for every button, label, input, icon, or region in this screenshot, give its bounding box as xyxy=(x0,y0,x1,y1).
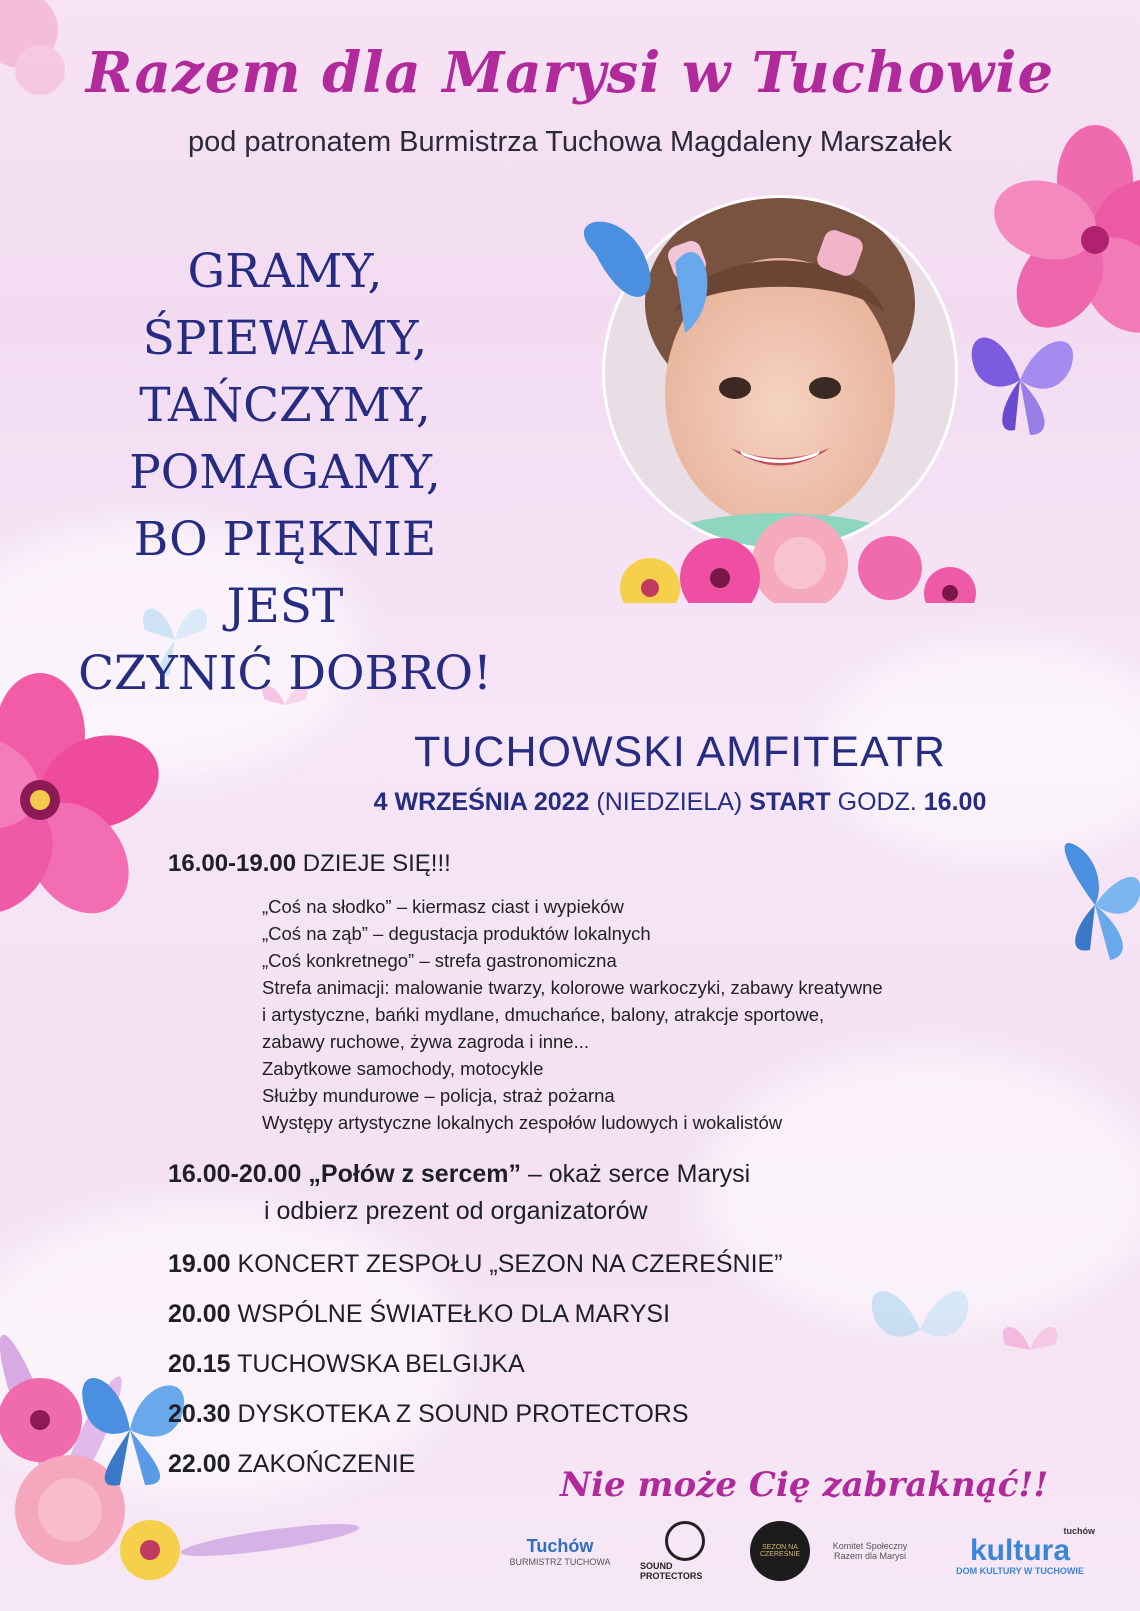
logo-sezon xyxy=(748,1520,812,1582)
logo-komitet-line2: Razem dla Marysi xyxy=(833,1551,907,1561)
slogan-line: ŚPIEWAMY, xyxy=(142,311,428,366)
logo-kultura-text: kultura xyxy=(969,1534,1071,1567)
slogan-line: POMAGAMY, xyxy=(129,445,441,500)
slogan-line: BO PIĘKNIE xyxy=(133,512,437,567)
schedule-label: DYSKOTEKA Z SOUND PROTECTORS xyxy=(237,1400,689,1428)
schedule-item xyxy=(168,1300,670,1329)
slogan-line: TAŃCZYMY, xyxy=(139,378,431,433)
schedule-label: – okaż serce Marysi xyxy=(520,1160,751,1188)
flower-wreath xyxy=(620,515,976,603)
program-details xyxy=(262,893,883,1136)
slogan-line: GRAMY, xyxy=(187,244,383,299)
logo-kultura xyxy=(945,1520,1095,1582)
event-start-time: 16.00 xyxy=(923,788,987,816)
logo-komitet xyxy=(825,1520,915,1582)
detail-line: „Coś na ząb” – degustacja produktów lokalnych xyxy=(262,923,651,944)
logo-tuchow-sub: BURMISTRZ TUCHOWA xyxy=(509,1556,611,1567)
schedule-label: TUCHOWSKA BELGIJKA xyxy=(237,1350,525,1378)
program-time: 16.00-19.00 xyxy=(168,850,297,877)
schedule-time: 20.00 xyxy=(168,1300,231,1328)
detail-line: Strefa animacji: malowanie twarzy, kolorowe warkoczyki, zabawy kreatywne xyxy=(262,977,883,998)
slogan-line: JEST xyxy=(226,579,344,634)
event-venue: TUCHOWSKI AMFITEATR xyxy=(414,728,946,776)
schedule-time: 20.30 xyxy=(168,1400,231,1428)
logo-tuchow xyxy=(505,1520,615,1582)
logo-sound-text: SOUND PROTECTORS xyxy=(640,1561,703,1581)
event-time-label: GODZ. xyxy=(837,788,917,816)
schedule-item xyxy=(168,1350,525,1379)
schedule-label: WSPÓLNE ŚWIATEŁKO DLA MARYSI xyxy=(237,1300,671,1328)
schedule-label: ZAKOŃCZENIE xyxy=(237,1450,416,1478)
program-label: DZIEJE SIĘ!!! xyxy=(302,850,451,877)
detail-line: „Coś na słodko” – kiermasz ciast i wypieków xyxy=(262,896,624,917)
logo-kultura-top: tuchów xyxy=(1063,1526,1095,1536)
event-day: (NIEDZIELA) xyxy=(596,788,743,816)
schedule-polow-line2: i odbierz prezent od organizatorów xyxy=(264,1197,648,1225)
butterfly-purple-icon xyxy=(960,310,1090,450)
butterfly-right xyxy=(1065,843,1140,960)
logo-tuchow-text: Tuchów xyxy=(526,1535,594,1556)
logo-sezon-text: SEZON NA CZEREŚNIE xyxy=(759,1544,801,1558)
schedule-title: „Połów z sercem” xyxy=(308,1160,521,1188)
butterfly-faint-right xyxy=(872,1291,969,1336)
slogan-line: CZYNIĆ DOBRO! xyxy=(78,646,492,701)
logo-komitet-line1: Komitet Społeczny xyxy=(832,1541,908,1551)
detail-line: Zabytkowe samochody, motocykle xyxy=(262,1058,544,1079)
butterfly-faint-pink-right xyxy=(1003,1327,1058,1350)
schedule-label: KONCERT ZESPOŁU „SEZON NA CZEREŚNIE” xyxy=(237,1250,783,1278)
logo-kultura-sub: DOM KULTURY W TUCHOWIE xyxy=(956,1566,1084,1576)
schedule-item xyxy=(168,1250,783,1279)
event-date xyxy=(300,788,1060,817)
logo-sound-protectors xyxy=(640,1520,730,1582)
poster-subtitle: pod patronatem Burmistrza Tuchowa Magdaleny Marszałek xyxy=(187,126,953,158)
detail-line: Występy artystyczne lokalnych zespołów ludowych i wokalistów xyxy=(262,1112,783,1133)
headphones-icon xyxy=(665,1521,705,1561)
closing-slogan: Nie może Cię zabraknąć!! xyxy=(560,1465,1049,1505)
schedule-polow xyxy=(168,1160,750,1189)
schedule-time: 19.00 xyxy=(168,1250,231,1278)
poster-title: Razem dla Marysi w Tuchowie xyxy=(85,40,1055,106)
detail-line: zabawy ruchowe, żywa zagroda i inne... xyxy=(262,1031,590,1052)
schedule-time: 16.00-20.00 xyxy=(168,1160,302,1188)
slogan xyxy=(50,238,520,707)
child-portrait-image xyxy=(580,183,1000,603)
detail-line: „Coś konkretnego” – strefa gastronomiczna xyxy=(262,950,617,971)
program-main-heading xyxy=(168,850,451,878)
event-start-label: START xyxy=(749,788,831,816)
detail-line: i artystyczne, bańki mydlane, dmuchańce, balony, atrakcje sportowe, xyxy=(262,1004,825,1025)
schedule-time: 22.00 xyxy=(168,1450,231,1478)
event-date-value: 4 WRZEŚNIA 2022 xyxy=(373,788,590,816)
schedule-item xyxy=(168,1450,415,1479)
schedule-item xyxy=(168,1400,689,1429)
detail-line: Służby mundurowe – policja, straż pożarna xyxy=(262,1085,615,1106)
schedule-time: 20.15 xyxy=(168,1350,231,1378)
flower-left xyxy=(0,673,171,933)
